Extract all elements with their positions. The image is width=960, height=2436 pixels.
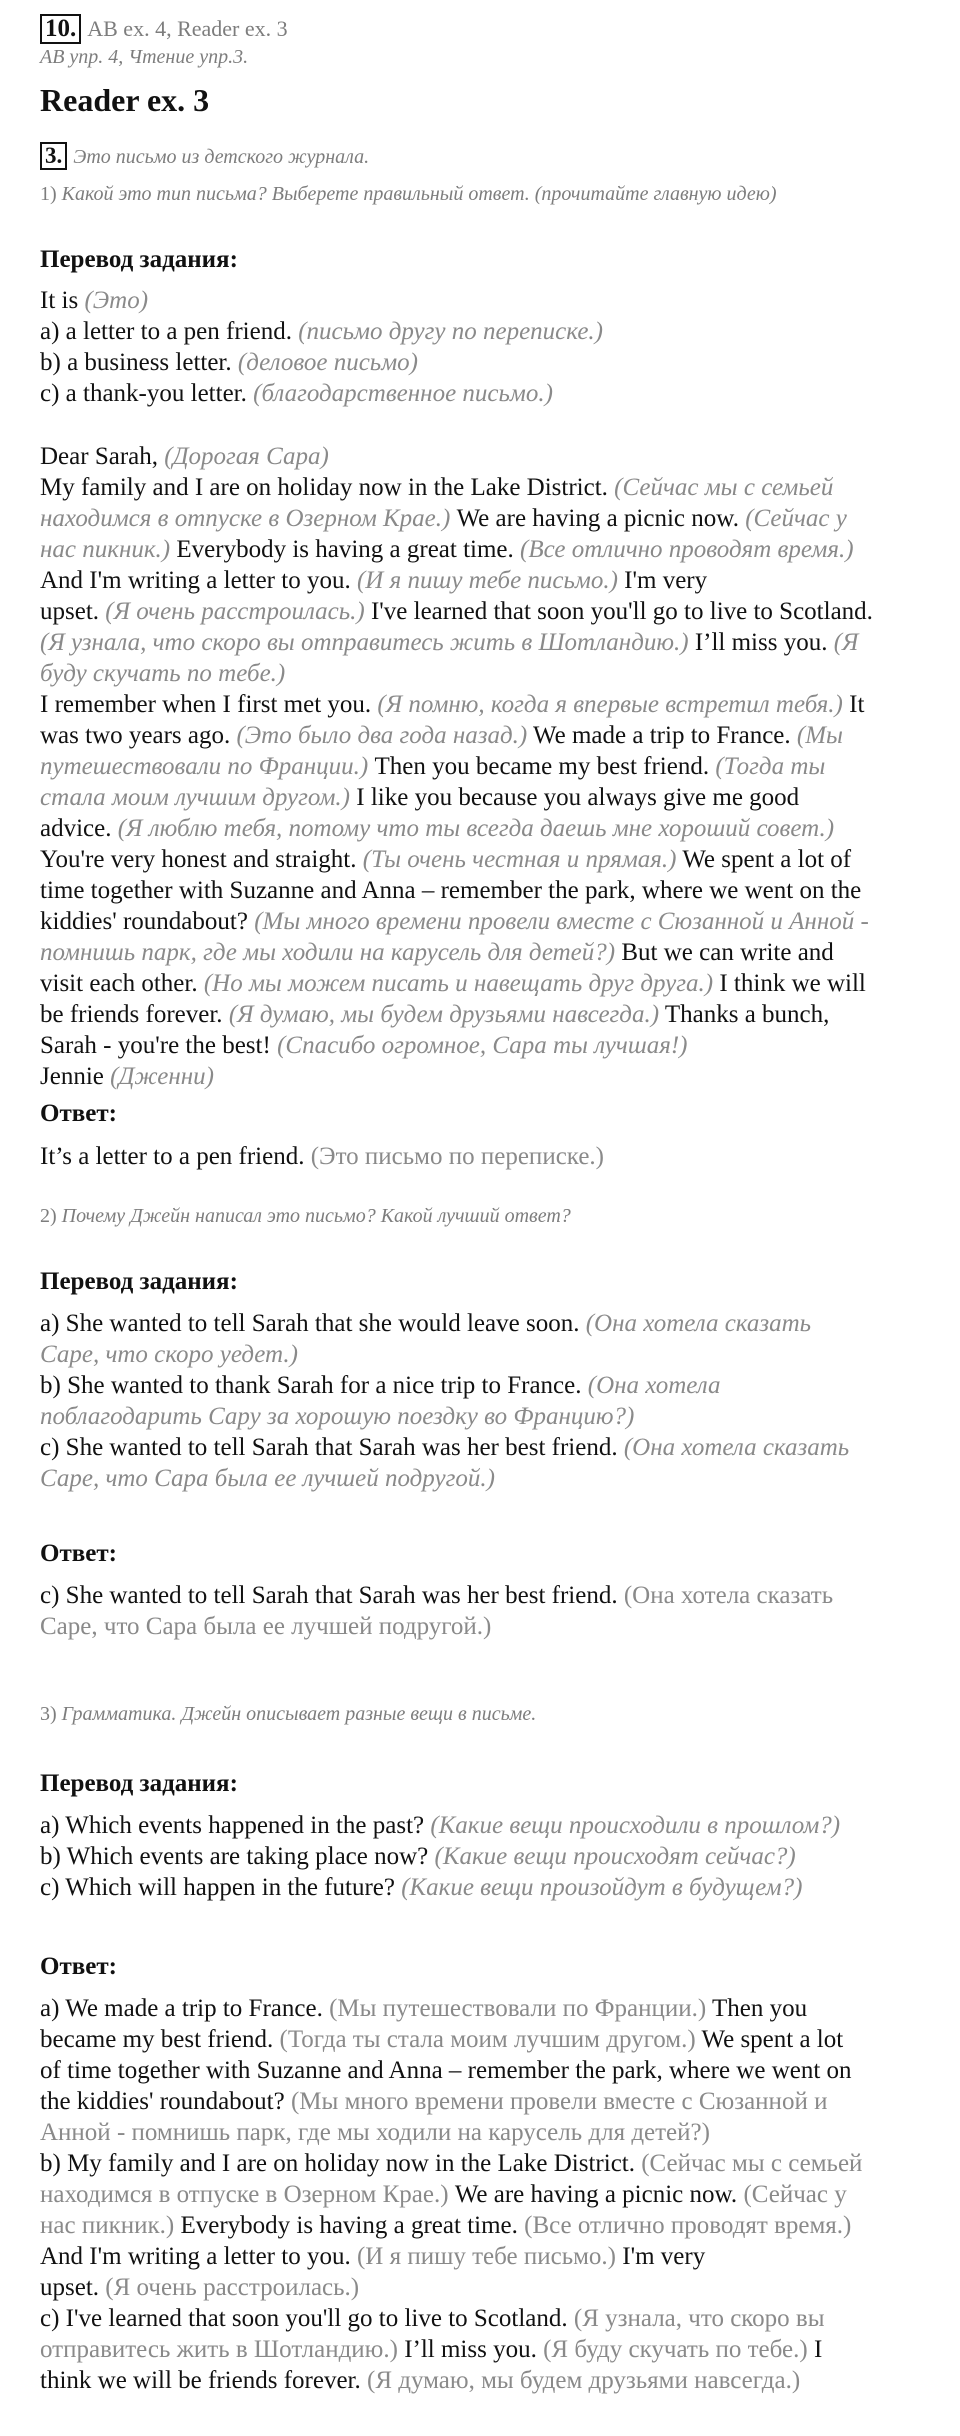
text-segment: I’ll miss you. xyxy=(694,629,828,656)
translation-text: (Все отлично проводят время.) xyxy=(524,2212,852,2239)
translation-text: (Но мы можем писать и навещать друг друга.) xyxy=(203,970,714,997)
text-segment: b) My family and I are on holiday now in the Lake District. xyxy=(40,2150,635,2177)
text-segment: We spent a lot of xyxy=(682,846,852,873)
text-segment: I'm very xyxy=(624,567,708,594)
q1-options xyxy=(40,285,920,409)
text-segment: We are having a picnic now. xyxy=(454,2181,738,2208)
text-segment: be friends forever. xyxy=(40,1001,223,1028)
translation-text: Саре, что Сара была ее лучшей подругой.) xyxy=(40,1465,495,1492)
text-segment: b) a business letter. xyxy=(40,349,232,376)
text-segment: But we can write and xyxy=(621,939,834,966)
text-segment: c) I've learned that soon you'll go to live to Scotland. xyxy=(40,2305,568,2332)
q3-answer xyxy=(40,1993,920,2396)
text-line xyxy=(40,1370,920,1401)
task-intro: Это письмо из детского журнала. xyxy=(73,146,370,168)
text-segment: time together with Suzanne and Anna – remember the park, where we went on the xyxy=(40,877,862,904)
text-line xyxy=(40,596,920,627)
text-line xyxy=(40,2210,920,2241)
translation-text: (Я буду скучать по тебе.) xyxy=(543,2336,808,2363)
text-segment: Jennie xyxy=(40,1063,104,1090)
text-line xyxy=(40,2179,920,2210)
text-line xyxy=(40,441,920,472)
q1-option xyxy=(40,285,920,316)
text-line xyxy=(40,2148,920,2179)
q1-option xyxy=(40,378,920,409)
translation-text: (Я узнала, что скоро вы отправитесь жить в Шотландию.) xyxy=(40,629,689,656)
text-line xyxy=(40,2303,920,2334)
translation-text: Саре, что Сара была ее лучшей подругой.) xyxy=(40,1613,492,1640)
exercise-ref: AB ex. 4, Reader ex. 3 xyxy=(87,16,288,41)
text-segment: b) Which events are taking place now? xyxy=(40,1843,429,1870)
translation-text: (Дженни) xyxy=(110,1063,215,1090)
translation-text: (Я очень расстроилась.) xyxy=(105,598,365,625)
translation-text: помнишь парк, где мы ходили на карусель для детей?) xyxy=(40,939,616,966)
exercise-header xyxy=(40,14,920,44)
q1-answer xyxy=(40,1141,920,1172)
translation-text: буду скучать по тебе.) xyxy=(40,660,286,687)
q3-answer-head: Ответ: xyxy=(40,1953,117,1980)
text-line xyxy=(40,2334,920,2365)
text-line xyxy=(40,689,920,720)
translation-text: нас пикник.) xyxy=(40,2212,175,2239)
translation-text: (Мы путешествовали по Франции.) xyxy=(329,1995,707,2022)
text-line xyxy=(40,627,920,658)
translation-text: (Я помню, когда я впервые встретил тебя.) xyxy=(377,691,843,718)
text-segment: We spent a lot xyxy=(701,2026,844,2053)
translation-text: стала моим лучшим другом.) xyxy=(40,784,350,811)
text-segment: Thanks a bunch, xyxy=(664,1001,830,1028)
text-segment: We made a trip to France. xyxy=(533,722,791,749)
text-line xyxy=(40,2117,920,2148)
text-line xyxy=(40,1401,920,1432)
translation-text: (Тогда ты стала моим лучшим другом.) xyxy=(279,2026,696,2053)
translation-text: (Спасибо огромное, Сара ты лучшая!) xyxy=(277,1032,688,1059)
translation-text: (Сейчас у xyxy=(743,2181,847,2208)
text-segment: became my best friend. xyxy=(40,2026,274,2053)
text-segment: It’s a letter to a pen friend. xyxy=(40,1143,305,1170)
text-segment: c) She wanted to tell Sarah that Sarah was her best friend. xyxy=(40,1582,618,1609)
text-segment: 3) xyxy=(40,1703,57,1725)
text-segment: Then you xyxy=(711,1995,808,2022)
text-segment: I xyxy=(813,2336,823,2363)
q2-prompt xyxy=(40,1205,920,1228)
translation-text: отправитесь жить в Шотландию.) xyxy=(40,2336,398,2363)
text-segment: c) Which will happen in the future? xyxy=(40,1874,395,1901)
translation-text: (Я xyxy=(833,629,859,656)
translation-text: (Я узнала, что скоро вы xyxy=(573,2305,825,2332)
text-segment: And I'm writing a letter to you. xyxy=(40,567,351,594)
text-line xyxy=(40,2241,920,2272)
letter-text xyxy=(40,441,920,1092)
translation-text: (Я думаю, мы будем друзьями навсегда.) xyxy=(367,2367,801,2394)
q2-answer-head: Ответ: xyxy=(40,1540,117,1567)
text-segment: Какой это тип письма? Выберете правильный ответ. (прочитайте главную идею) xyxy=(61,183,777,205)
text-segment: Почему Джейн написал это письмо? Какой лучший ответ? xyxy=(61,1205,571,1227)
text-line xyxy=(40,1611,920,1642)
text-segment: a) a letter to a pen friend. xyxy=(40,318,292,345)
text-segment: You're very honest and straight. xyxy=(40,846,357,873)
text-segment: 2) xyxy=(40,1205,57,1227)
text-segment: Then you became my best friend. xyxy=(374,753,710,780)
translation-text: (письмо другу по переписке.) xyxy=(298,318,604,345)
text-segment: advice. xyxy=(40,815,112,842)
translation-text: (Это) xyxy=(84,287,149,314)
exercise-ref-ru: АВ упр. 4, Чтение упр.3. xyxy=(40,46,249,68)
text-line xyxy=(40,906,920,937)
text-segment: And I'm writing a letter to you. xyxy=(40,2243,351,2270)
text-segment: Sarah - you're the best! xyxy=(40,1032,271,1059)
translation-text: (Это письмо по переписке.) xyxy=(310,1143,604,1170)
text-segment: think we will be friends forever. xyxy=(40,2367,361,2394)
translation-text: (Это было два года назад.) xyxy=(236,722,528,749)
q3-options xyxy=(40,1810,920,1903)
translation-text: (И я пишу тебе письмо.) xyxy=(356,2243,616,2270)
text-segment: I'm very xyxy=(622,2243,706,2270)
text-segment: It xyxy=(849,691,865,718)
text-line xyxy=(40,1872,920,1903)
text-segment: Грамматика. Джейн описывает разные вещи в письме. xyxy=(61,1703,537,1725)
q2-options xyxy=(40,1308,920,1494)
translation-text: (Мы много времени провели вместе с Сюзанной и xyxy=(290,2088,828,2115)
translation-text: (Какие вещи произойдут в будущем?) xyxy=(401,1874,803,1901)
translation-text: путешествовали по Франции.) xyxy=(40,753,369,780)
text-segment: Dear Sarah, xyxy=(40,443,158,470)
translation-text: находимся в отпуске в Озерном Крае.) xyxy=(40,505,451,532)
text-line xyxy=(40,844,920,875)
text-segment: We are having a picnic now. xyxy=(456,505,739,532)
text-segment: c) She wanted to tell Sarah that Sarah was her best friend. xyxy=(40,1434,618,1461)
text-line xyxy=(40,751,920,782)
text-line xyxy=(40,1580,920,1611)
text-line xyxy=(40,2086,920,2117)
text-line xyxy=(40,1061,920,1092)
text-line xyxy=(40,503,920,534)
text-line xyxy=(40,2365,920,2396)
text-segment: I remember when I first met you. xyxy=(40,691,372,718)
translation-text: находимся в отпуске в Озерном Крае.) xyxy=(40,2181,449,2208)
text-line xyxy=(40,720,920,751)
text-segment: a) She wanted to tell Sarah that she would leave soon. xyxy=(40,1310,580,1337)
translation-text: (Она хотела сказать xyxy=(585,1310,812,1337)
translation-text: (Она хотела сказать xyxy=(623,1434,850,1461)
translation-text: Саре, что скоро уедет.) xyxy=(40,1341,298,1368)
q1-answer-head: Ответ: xyxy=(40,1100,117,1127)
translation-text: (Тогда ты xyxy=(715,753,826,780)
text-line xyxy=(40,1841,920,1872)
task-number: 3. xyxy=(40,142,67,170)
translation-text: (Я думаю, мы будем друзьями навсегда.) xyxy=(228,1001,660,1028)
text-segment: I like you because you always give me good xyxy=(356,784,800,811)
text-segment: 1) xyxy=(40,183,57,205)
translation-text: поблагодарить Сару за хорошую поездку во Францию?) xyxy=(40,1403,635,1430)
translation-text: (Все отлично проводят время.) xyxy=(520,536,854,563)
q1-option xyxy=(40,347,920,378)
text-line xyxy=(40,813,920,844)
q1-option xyxy=(40,316,920,347)
q3-translation-head: Перевод задания: xyxy=(40,1770,238,1797)
text-line xyxy=(40,2055,920,2086)
text-line xyxy=(40,875,920,906)
text-line xyxy=(40,565,920,596)
translation-text: (Дорогая Сара) xyxy=(164,443,329,470)
q1-translation-head: Перевод задания: xyxy=(40,246,238,273)
translation-text: (Какие вещи происходят сейчас?) xyxy=(434,1843,796,1870)
text-line xyxy=(40,1339,920,1370)
text-segment: kiddies' roundabout? xyxy=(40,908,248,935)
text-line xyxy=(40,1993,920,2024)
exercise-number: 10. xyxy=(40,14,81,44)
translation-text: (И я пишу тебе письмо.) xyxy=(356,567,618,594)
text-segment: was two years ago. xyxy=(40,722,231,749)
translation-text: (Она хотела xyxy=(587,1372,721,1399)
text-segment: upset. xyxy=(40,2274,100,2301)
text-segment: I think we will xyxy=(719,970,866,997)
translation-text: (Я люблю тебя, потому что ты всегда даешь мне хороший совет.) xyxy=(117,815,835,842)
text-line xyxy=(40,1030,920,1061)
q1-prompt xyxy=(40,183,920,206)
translation-text: (благодарственное письмо.) xyxy=(253,380,553,407)
text-line xyxy=(40,1308,920,1339)
translation-text: нас пикник.) xyxy=(40,536,171,563)
text-segment: My family and I are on holiday now in the Lake District. xyxy=(40,474,608,501)
text-line xyxy=(40,937,920,968)
translation-text: (Мы много времени провели вместе с Сюзанной и Анной - xyxy=(254,908,869,935)
text-line xyxy=(40,1432,920,1463)
text-segment: a) Which events happened in the past? xyxy=(40,1812,425,1839)
text-line xyxy=(40,1810,920,1841)
translation-text: (деловое письмо) xyxy=(237,349,418,376)
text-line xyxy=(40,999,920,1030)
text-line xyxy=(40,472,920,503)
text-segment: visit each other. xyxy=(40,970,198,997)
text-segment: upset. xyxy=(40,598,100,625)
text-line xyxy=(40,968,920,999)
text-segment: the kiddies' roundabout? xyxy=(40,2088,285,2115)
translation-text: (Какие вещи происходили в прошлом?) xyxy=(430,1812,841,1839)
q2-translation-head: Перевод задания: xyxy=(40,1268,238,1295)
page-title: Reader ex. 3 xyxy=(40,82,210,118)
text-line xyxy=(40,658,920,689)
text-line xyxy=(40,2272,920,2303)
text-segment: Everybody is having a great time. xyxy=(180,2212,518,2239)
text-segment: I’ll miss you. xyxy=(404,2336,537,2363)
text-segment: b) She wanted to thank Sarah for a nice trip to France. xyxy=(40,1372,582,1399)
translation-text: (Она хотела сказать xyxy=(623,1582,834,1609)
text-line xyxy=(40,1463,920,1494)
translation-text: (Ты очень честная и прямая.) xyxy=(362,846,677,873)
translation-text: (Сейчас у xyxy=(745,505,847,532)
translation-text: Анной - помнишь парк, где мы ходили на карусель для детей?) xyxy=(40,2119,710,2146)
task-line xyxy=(40,142,920,170)
translation-text: (Я очень расстроилась.) xyxy=(105,2274,360,2301)
text-segment: c) a thank-you letter. xyxy=(40,380,247,407)
text-segment: I've learned that soon you'll go to live to Scotland. xyxy=(370,598,873,625)
translation-text: (Сейчас мы с семьей xyxy=(614,474,834,501)
q3-prompt xyxy=(40,1703,920,1726)
q2-answer xyxy=(40,1580,920,1642)
text-line xyxy=(40,534,920,565)
text-segment: a) We made a trip to France. xyxy=(40,1995,323,2022)
text-line xyxy=(40,2024,920,2055)
translation-text: (Сейчас мы с семьей xyxy=(641,2150,863,2177)
text-segment: It is xyxy=(40,287,79,314)
text-segment: Everybody is having a great time. xyxy=(176,536,514,563)
text-segment: of time together with Suzanne and Anna – remember the park, where we went on xyxy=(40,2057,852,2084)
translation-text: (Мы xyxy=(796,722,843,749)
text-line xyxy=(40,782,920,813)
